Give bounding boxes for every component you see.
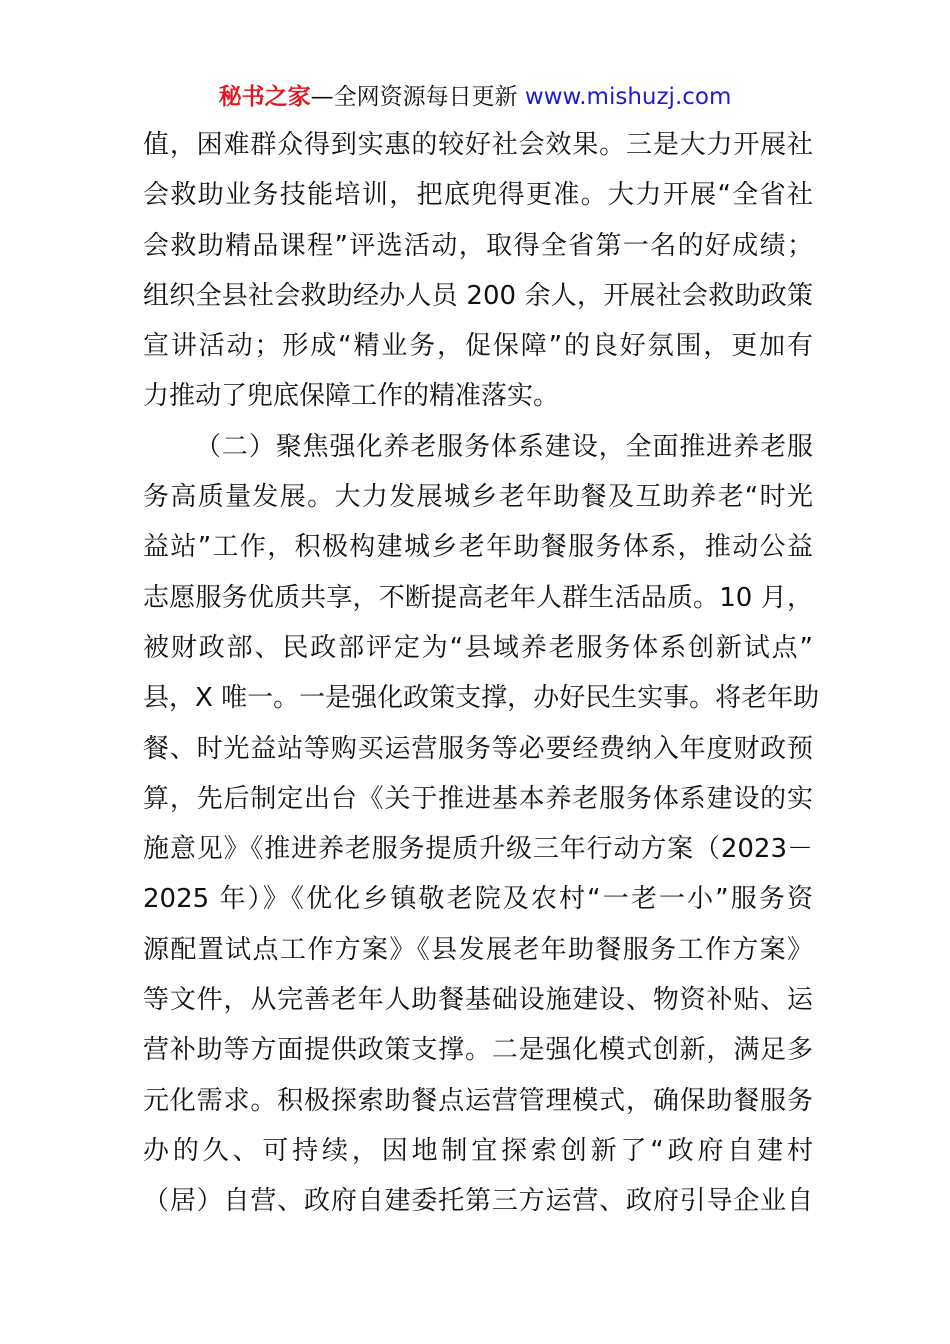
text-line: 办的久、可持续，因地制宜探索创新了“政府自建村	[143, 1135, 813, 1166]
text-line: 源配置试点工作方案》《县发展老年助餐服务工作方案》	[143, 934, 813, 965]
header-tagline: —全网资源每日更新	[310, 84, 525, 110]
text-line: 算，先后制定出台《关于推进基本养老服务体系建设的实	[143, 783, 813, 814]
text-line: 会救助业务技能培训，把底兜得更准。大力开展“全省社	[143, 180, 813, 211]
text-line: 志愿服务优质共享，不断提高老年人群生活品质。10 月，	[143, 582, 813, 613]
page-header	[0, 80, 950, 114]
text-line: 营补助等方面提供政策支撑。二是强化模式创新，满足多	[143, 1035, 813, 1066]
text-line: 会救助精品课程”评选活动，取得全省第一名的好成绩；	[143, 230, 813, 261]
text-line: 组织全县社会救助经办人员 200 余人，开展社会救助政策	[143, 280, 813, 311]
text-line: 施意见》《推进养老服务提质升级三年行动方案（2023－	[143, 834, 813, 865]
text-line: 务高质量发展。大力发展城乡老年助餐及互助养老“时光	[143, 482, 813, 513]
text-line: （居）自营、政府自建委托第三方运营、政府引导企业自	[143, 1186, 813, 1217]
text-line: 2025 年）》《优化乡镇敬老院及农村“一老一小”服务资	[143, 884, 813, 915]
text-line: 餐、时光益站等购买运营服务等必要经费纳入年度财政预	[143, 733, 813, 764]
text-line: 值，困难群众得到实惠的较好社会效果。三是大力开展社	[143, 130, 813, 160]
header-brand: 秘书之家	[218, 84, 311, 110]
text-line: 元化需求。积极探索助餐点运营管理模式，确保助餐服务	[143, 1085, 813, 1116]
text-line: 力推动了兜底保障工作的精准落实。	[143, 381, 560, 412]
text-line: 县，X 唯一。一是强化政策支撑，办好民生实事。将老年助	[143, 683, 820, 714]
text-line: 益站”工作，积极构建城乡老年助餐服务体系，推动公益	[143, 532, 813, 563]
body-text	[143, 120, 820, 1227]
section-heading-line: （二）聚焦强化养老服务体系建设，全面推进养老服	[195, 431, 813, 462]
text-line: 等文件，从完善老年人助餐基础设施建设、物资补贴、运	[143, 985, 813, 1016]
text-line: 被财政部、民政部评定为“县域养老服务体系创新试点”	[143, 632, 813, 663]
text-line: 宣讲活动；形成“精业务，促保障”的良好氛围，更加有	[143, 331, 813, 362]
header-url-link[interactable]: www.mishuzj.com	[524, 84, 732, 110]
